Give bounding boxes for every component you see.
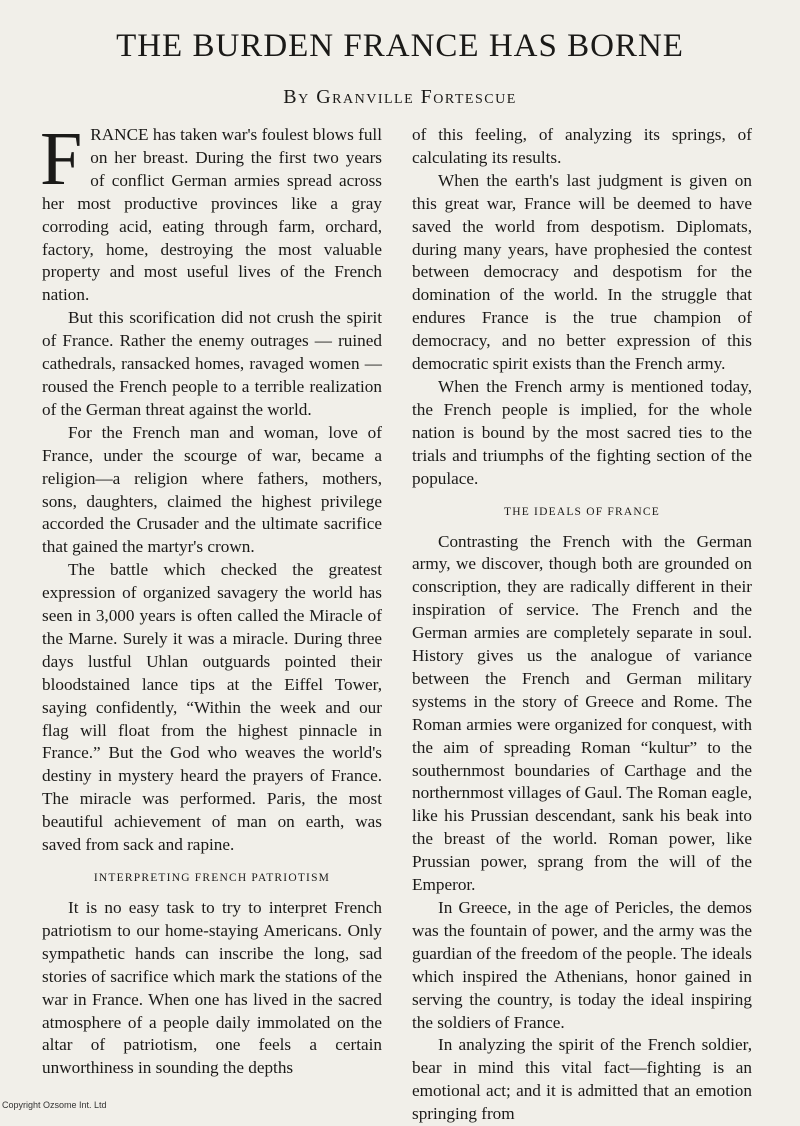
article-byline: By Granville Fortescue: [283, 86, 517, 108]
paragraph-7: When the earth's last judgment is given on this great war, France will be deemed to have saved the world from despotism. Diplomats, during many years, have prophesied the contest between democracy and despotism for the domination of the world. In the struggle that endures France is the true champion of democracy, and no better expression of this democratic spirit exists than the French army.: [412, 170, 752, 374]
paragraph-1: [40, 117, 382, 307]
paragraph-5: It is no easy task to try to interpret French patriotism to our home-staying Americans. Only sympathetic hands can inscribe the long, sad stories of sacrifice which mark the stations of the war in France. When one has lived in the sacred atmosphere of a people daily immolated on the altar of patriotism, one feels a certain unworthiness in sounding the depths: [42, 898, 382, 1078]
paragraph-11: In analyzing the spirit of the French soldier, bear in mind this vital fact—fighting is an emotional act; and it is admitted that an emotion springing from: [412, 1035, 752, 1124]
drop-cap: F: [40, 117, 83, 201]
left-column: [40, 117, 382, 1080]
article-title: THE BURDEN FRANCE HAS BORNE: [116, 28, 684, 64]
copyright-notice: Copyright Ozsome Int. Ltd: [2, 1100, 107, 1110]
paragraph-10: In Greece, in the age of Pericles, the demos was the fountain of power, and the army was the guardian of the freedom of the people. The ideals which inspired the Athenians, honor gained in serving the country, is today the ideal inspiring the soldiers of France.: [412, 898, 752, 1032]
right-column: [412, 124, 752, 1126]
paragraph-6: of this feeling, of analyzing its springs, of calculating its results.: [412, 125, 752, 167]
paragraph-4: The battle which checked the greatest expression of organized savagery the world has seen in 3,000 years is often called the Miracle of the Marne. Surely it was a miracle. During three days lustful Uhlan outguards pointed their bloodstained lance tips at the Eiffel Tower, saying confidently, “Within the week and our flag will float from the highest pinnacle in France.” But the God who weaves the world's destiny in mystery heard the prayers of France. The miracle was performed. Paris, the most beautiful achievement of man on earth, was saved from sack and rapine.: [42, 560, 382, 855]
paragraph-1-text: RANCE has taken war's foulest blows full on her breast. During the first two years of conflict German armies spread across her most productive provinces like a gray corroding acid, eating through farm, orchard, factory, home, destroying the most valuable property and most useful lives of the French nation.: [42, 125, 382, 305]
section-heading-interpreting: INTERPRETING FRENCH PATRIOTISM: [93, 872, 331, 884]
paragraph-3: For the French man and woman, love of France, under the scourge of war, became a religion—a religion where fathers, mothers, sons, daughters, claimed the highest privilege accorded the Crusader and the ultimate sacrifice that gained the martyr's crown.: [42, 422, 382, 557]
paragraph-2: But this scorification did not crush the spirit of France. Rather the enemy outrages — ruined cathedrals, ransacked homes, ravaged women — roused the French people to a terrible realization of the German threat against the world.: [42, 308, 382, 419]
section-heading-ideals: THE IDEALS OF FRANCE: [504, 505, 660, 518]
paragraph-9: Contrasting the French with the German army, we discover, though both are grounded on conscription, they are radically different in their inspiration of service. The French and the German armies are completely separate in soul. History gives us the analogue of variance between the French and German military systems in the story of Greece and Rome. The Roman armies were organized for conquest, with the aim of spreading Roman “kultur” to the southernmost boundaries of Carthage and the northernmost villages of Gaul. The Roman eagle, like his Prussian descendant, sank his beak into the breast of the world. Roman power, like Prussian power, sprang from the will of the Emperor.: [412, 531, 752, 895]
paragraph-8: When the French army is mentioned today, the French people is implied, for the whole nation is bound by the most sacred ties to the trials and triumphs of the fighting section of the populace.: [412, 376, 752, 488]
